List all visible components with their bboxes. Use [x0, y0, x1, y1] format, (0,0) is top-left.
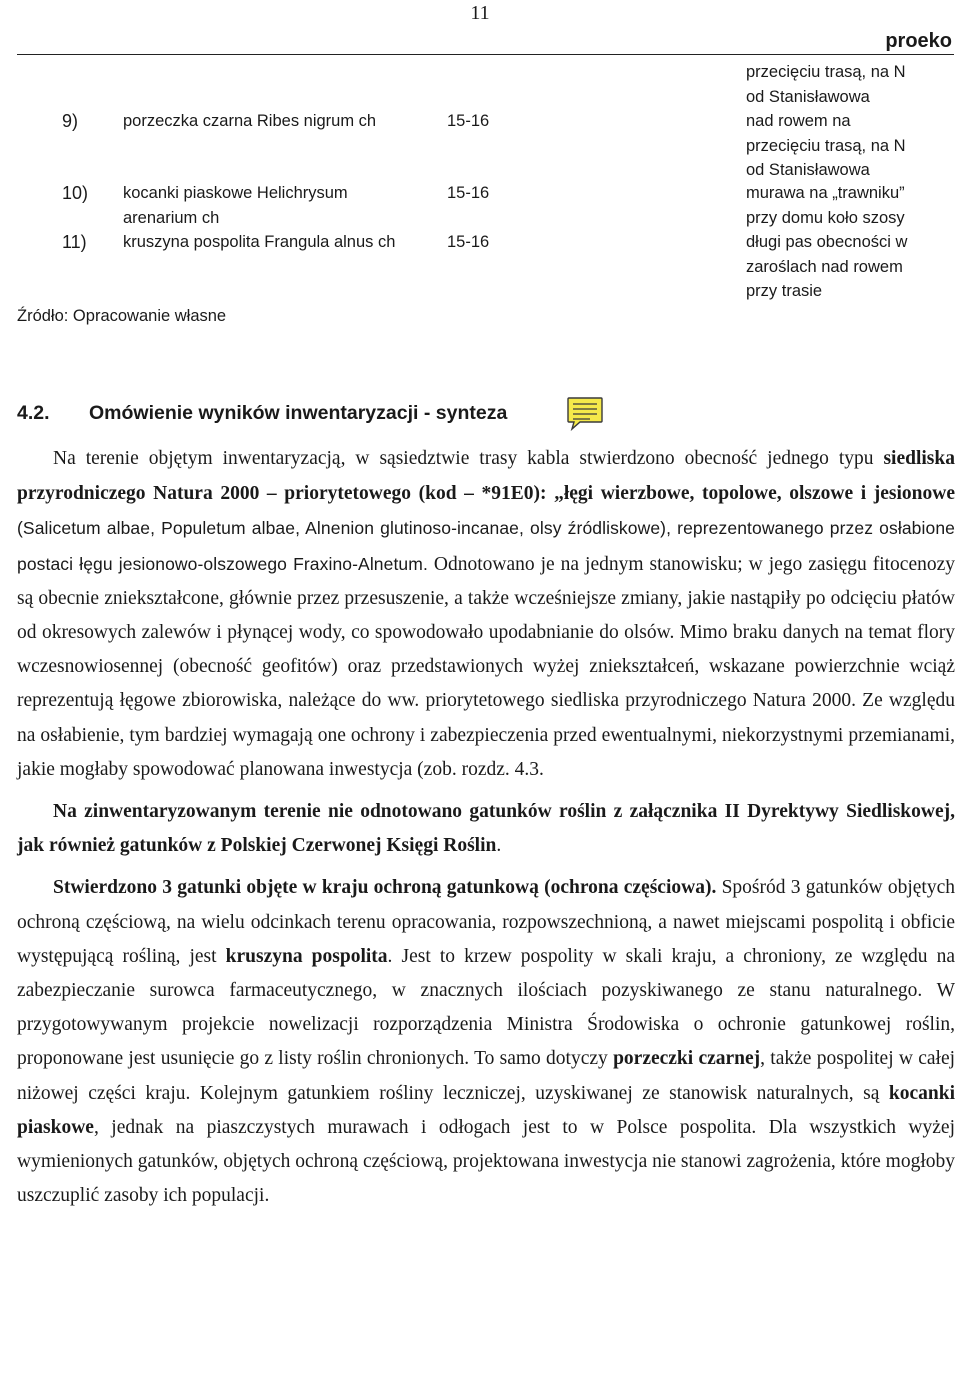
- table-cell-species: porzeczka czarna Ribes nigrum ch: [123, 112, 377, 130]
- header-divider: [17, 54, 954, 55]
- table-cell-location: nad rowem na przecięciu trasą, na N od Stanisławowa: [746, 112, 906, 179]
- table-cell-location: murawa na „trawniku” przy domu koło szosy: [746, 184, 905, 227]
- page-number: 11: [470, 2, 490, 24]
- table-cell-location: długi pas obecności w zaroślach nad rowem przy trasie: [746, 233, 908, 300]
- table-cell-number: 10): [62, 183, 89, 203]
- table-cell-number: 9): [62, 111, 79, 131]
- comment-note-icon[interactable]: [566, 396, 604, 437]
- table-cell-location: przecięciu trasą, na N od Stanisławowa: [746, 63, 906, 106]
- body-text: [17, 442, 955, 1213]
- paragraph-protected-species: Stwierdzono 3 gatunki objęte w kraju ochroną gatunkową (ochrona częściowa). Spośród 3 gatunków objętych ochroną częściową, na wielu odcinkach terenu opracowania, rozpowszechnioną, a nawet miejscami pospolitą i obficie występującą rośliną, jest kruszyna pospolita. Jest to krzew pospolity w skali kraju, a chroniony, ze względu na zabezpieczanie surowca farmaceutycznego, w znacznych ilościach pozyskiwanego ze stanu naturalnego. W przygotowywanym projekcie nowelizacji rozporządzenia Ministra Środowiska o ochronie gatunkowej roślin, proponowane jest usunięcie go z listy roślin chronionych. To samo dotyczy porzeczki czarnej, także pospolitej w całej niżowej części kraju. Kolejnym gatunkiem rośliny leczniczej, uzyskiwanej ze stanowisk naturalnych, są kocanki piaskowe, jednak na piaszczystych murawach i odłogach jest to w Polsce pospolita. Dla wszystkich wyżej wymienionych gatunków, objętych ochroną częściową, projektowana inwestycja nie stanowi zagrożenia, które mogłoby uszczuplić zasoby ich populacji.: [17, 877, 956, 1207]
- table-cell-date: 15-16: [447, 184, 490, 202]
- paragraph-no-annex-species: Na zinwentaryzowanym terenie nie odnotowano gatunków roślin z załącznika II Dyrektywy Siedliskowej, jak również gatunków z Polskiej Czerwonej Księgi Roślin.: [17, 801, 955, 857]
- table-cell-number: 11): [62, 232, 87, 252]
- habitat-name-bold: siedliska przyrodniczego Natura 2000 – priorytetowego (kod – *91E0): „łęgi wierzbowe, topolowe, olszowe i jesionowe: [17, 448, 955, 505]
- section-heading: [17, 402, 507, 425]
- paragraph-habitat: Na terenie objętym inwentaryzacją, w sąsiedztwie trasy kabla stwierdzono obecność jednego typu siedliska przyrodniczego Natura 2000 – priorytetowego (kod – *91E0): „łęgi wierzbowe, topolowe, olszowe i jesionowe (Salicetum albae, Populetum albae, Alnenion glutinoso-incanae, olsy źródliskowe), reprezentowanego przez osłabione postaci łęgu jesionowo-olszowego Fraxino-Alnetum. Odnotowano je na jednym stanowisku; w jego zasięgu fitocenozy są obecnie zniekształcone, głównie przez przesuszenie, a także wcześniejsze zmiany, jakie nastąpiły po odcięciu płatów od okresowych zalewów i płynącej wody, co spowodowało upodabnianie do olsów. Mimo braku danych na temat flory wczesnowiosennej (obecność geofitów) oraz przedstawionych wyżej zniekształceń, wskazane powierzchnie wciąż reprezentują łęgowe zbiorowiska, należące do ww. priorytetowego siedliska przyrodniczego Natura 2000. Ze względu na osłabienie, tym bardziej wymagają one ochrony i zabezpieczenia przed ewentualnymi, niekorzystnymi przemianami, jakie mogłaby spowodować planowana inwestycja (zob. rozdz. 4.3.: [17, 448, 956, 780]
- section-number: 4.2.: [17, 402, 50, 424]
- table-cell-date: 15-16: [447, 112, 490, 130]
- brand-logo-text: proeko: [885, 30, 952, 52]
- table-source-note: Źródło: Opracowanie własne: [17, 307, 227, 325]
- table-cell-species: kocanki piaskowe Helichrysum arenarium ch: [123, 184, 348, 227]
- table-cell-species: kruszyna pospolita Frangula alnus ch: [123, 233, 396, 251]
- section-title: Omówienie wyników inwentaryzacji - synteza: [89, 402, 508, 424]
- habitat-latin-names: (Salicetum albae, Populetum albae, Alnenion glutinoso-incanae, olsy źródliskowe), reprezentowanego przez osłabione postaci łęgu jesionowo-olszowego Fraxino-Alnetum.: [17, 518, 955, 574]
- table-cell-date: 15-16: [447, 233, 490, 251]
